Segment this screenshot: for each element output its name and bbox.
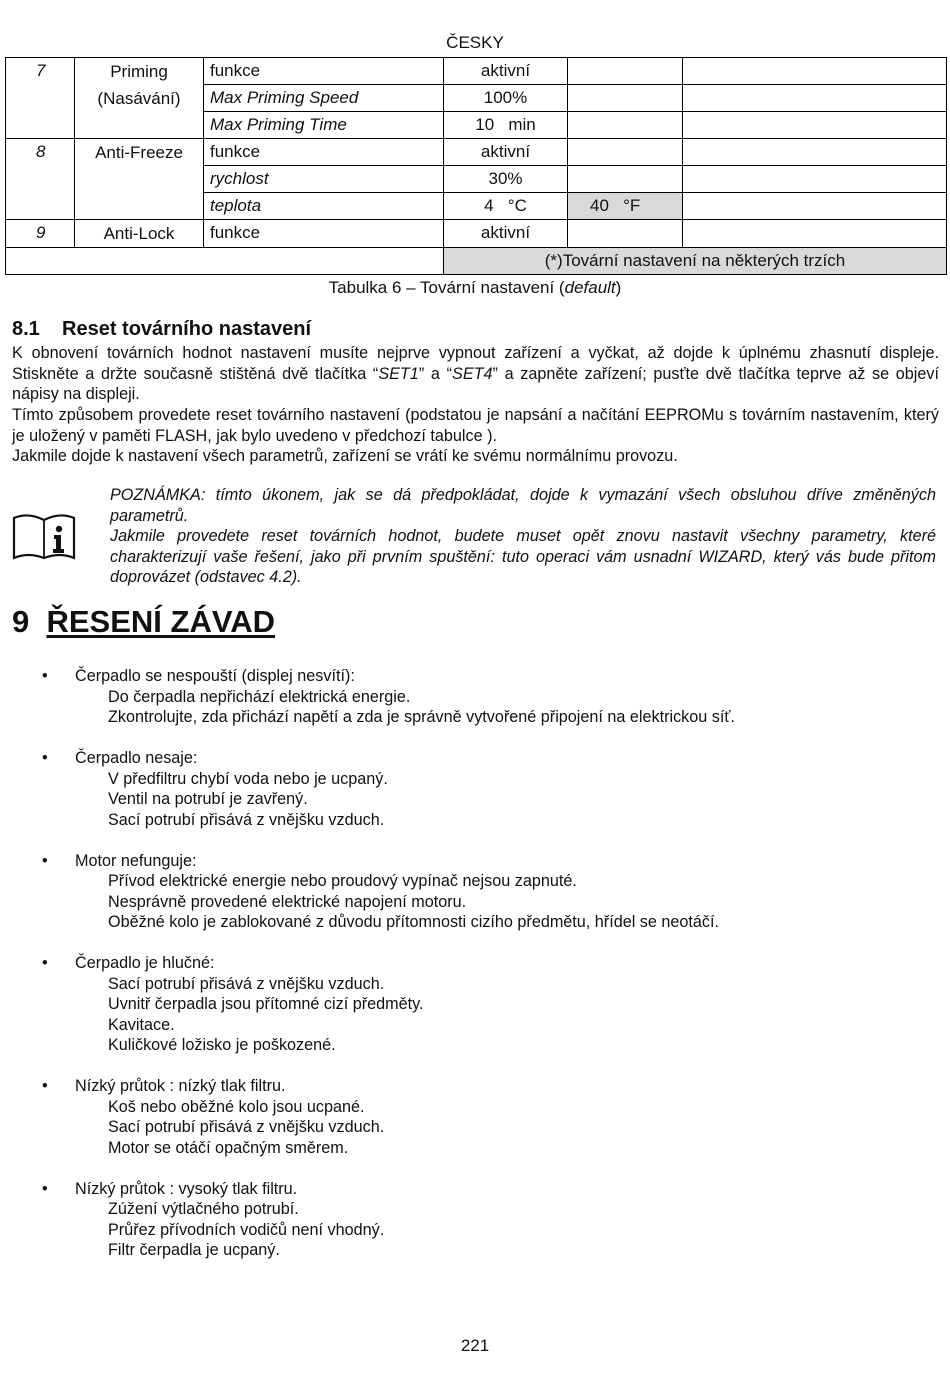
setting-value: 4 °C xyxy=(444,193,568,220)
param-name: Priming (Nasávání) xyxy=(75,58,204,139)
section-paragraph-3: Jakmile dojde k nastavení všech parametrů, zařízení se vrátí ke svému normálnímu provozu. xyxy=(12,447,678,465)
setting-value: aktivní xyxy=(444,220,568,248)
empty-cell xyxy=(683,220,947,248)
table-body xyxy=(6,58,947,275)
table-footnote-row xyxy=(6,248,947,275)
setting-label: funkce xyxy=(204,220,444,248)
bullet-icon: • xyxy=(42,1077,48,1095)
note-line-1: POZNÁMKA: tímto úkonem, jak se dá předpokládat, dojde k vymazání všech obsluhou dříve změněných parametrů. xyxy=(110,486,936,525)
table-row xyxy=(6,220,947,248)
set4-label: SET4 xyxy=(452,364,493,383)
param-number: 9 xyxy=(6,220,75,248)
table-row xyxy=(6,139,947,166)
fault-item xyxy=(0,953,950,1056)
fault-item xyxy=(0,1076,950,1158)
caption-italic: default xyxy=(564,278,616,297)
p1-part-a: K obnovení továrních hodnot nastavení musíte nejprve vypnout zařízení a vyčkat, až dojde k úplnému zhasnutí displeje. Stiskněte a držte současně stištěná dvě tlačítka “ xyxy=(12,344,939,383)
caption-suffix: ) xyxy=(615,278,622,297)
setting-fahrenheit xyxy=(568,58,683,85)
chapter-heading xyxy=(12,604,275,640)
fault-item xyxy=(0,666,950,728)
setting-fahrenheit xyxy=(568,112,683,139)
page-header-language: ČESKY xyxy=(446,33,504,52)
setting-label: funkce xyxy=(204,139,444,166)
bullet-icon: • xyxy=(42,954,48,972)
setting-label: teplota xyxy=(204,193,444,220)
setting-value: aktivní xyxy=(444,58,568,85)
fault-cause: Do čerpadla nepřichází elektrická energie. xyxy=(108,687,411,706)
fault-list xyxy=(0,666,950,1281)
setting-value: aktivní xyxy=(444,139,568,166)
fault-cause: Průřez přívodních vodičů není vhodný. xyxy=(108,1220,385,1239)
info-book-icon xyxy=(12,512,76,562)
fault-cause: Motor se otáčí opačným směrem. xyxy=(108,1138,349,1157)
section-paragraph-1 xyxy=(12,343,939,405)
setting-value: 100% xyxy=(444,85,568,112)
caption-text: Tabulka 6 – Tovární nastavení ( xyxy=(328,278,565,297)
empty-cell xyxy=(6,248,444,275)
param-number: 7 xyxy=(6,58,75,139)
fault-cause: Oběžné kolo je zablokované z důvodu přítomnosti cizího předmětu, hřídel se neotáčí. xyxy=(108,913,719,931)
fault-cause: Nesprávně provedené elektrické napojení motoru. xyxy=(108,892,467,911)
fault-title: Nízký průtok : nízký tlak filtru. xyxy=(75,1077,286,1095)
p1-part-b: ” a “ xyxy=(418,364,453,383)
empty-cell xyxy=(683,112,947,139)
fault-item xyxy=(0,851,950,933)
fault-cause: Kuličkové ložisko je poškozené. xyxy=(108,1036,336,1054)
empty-cell xyxy=(683,166,947,193)
empty-cell xyxy=(683,58,947,85)
chapter-number: 9 xyxy=(12,604,30,639)
fault-item xyxy=(0,748,950,830)
fault-title: Motor nefunguje: xyxy=(75,851,197,870)
fault-cause: Zúžení výtlačného potrubí. xyxy=(108,1200,299,1218)
section-title: 8.1 Reset továrního nastavení xyxy=(12,318,311,340)
fault-cause: Sací potrubí přisává z vnějšku vzduch. xyxy=(108,810,385,829)
fault-cause: Koš nebo oběžné kolo jsou ucpané. xyxy=(108,1097,365,1116)
param-name: Anti-Lock xyxy=(75,220,204,248)
setting-label: Max Priming Time xyxy=(204,112,444,139)
fault-title: Nízký průtok : vysoký tlak filtru. xyxy=(75,1179,298,1198)
bullet-icon: • xyxy=(42,749,48,767)
fault-title: Čerpadlo je hlučné: xyxy=(75,954,215,972)
bullet-icon: • xyxy=(42,851,48,870)
empty-cell xyxy=(683,193,947,220)
setting-value: 10 min xyxy=(444,112,568,139)
fault-item xyxy=(0,1179,950,1261)
bullet-icon: • xyxy=(42,667,48,685)
setting-value: 30% xyxy=(444,166,568,193)
p1-part-c: ” a zapněte zařízení; pusťte dvě tlačítka teprve až se objeví nápisy na displeji. xyxy=(12,364,940,403)
setting-fahrenheit xyxy=(568,85,683,112)
default-settings-table xyxy=(5,57,947,275)
table-row xyxy=(6,58,947,85)
fault-cause: Sací potrubí přisává z vnějšku vzduch. xyxy=(108,1118,385,1136)
setting-fahrenheit xyxy=(568,220,683,248)
table-footnote: (*)Tovární nastavení na některých trzích xyxy=(444,248,947,275)
note-line-2: Jakmile provedete reset továrních hodnot, budete muset opět znovu nastavit všechny parametry, které charakterizují vaše řešení, jako při prvním spuštění: tuto operaci vám usnadní WIZARD, který vás bude přitom doprovázet (odstavec 4.2). xyxy=(110,527,936,586)
set1-label: SET1 xyxy=(378,364,419,383)
fault-cause: Filtr čerpadla je ucpaný. xyxy=(108,1241,280,1259)
chapter-title: ŘESENÍ ZÁVAD xyxy=(46,604,275,639)
bullet-icon: • xyxy=(42,1179,48,1198)
fault-title: Čerpadlo nesaje: xyxy=(75,749,198,767)
setting-label: funkce xyxy=(204,58,444,85)
fault-cause: Ventil na potrubí je zavřený. xyxy=(108,790,308,808)
fault-cause: V předfiltru chybí voda nebo je ucpaný. xyxy=(108,769,388,788)
fault-cause: Uvnitř čerpadla jsou přítomné cizí předměty. xyxy=(108,995,424,1013)
setting-fahrenheit xyxy=(568,166,683,193)
fault-cause: Přívod elektrické energie nebo proudový vypínač nejsou zapnuté. xyxy=(108,872,577,890)
section-paragraph-2: Tímto způsobem provedete reset továrního nastavení (podstatou je napsání a načítání EEPROMu s továrním nastavením, který je uložený v paměti FLASH, jak bylo uvedeno v předchozí tabulce ). xyxy=(12,406,939,445)
setting-fahrenheit xyxy=(568,139,683,166)
empty-cell xyxy=(683,85,947,112)
param-number: 8 xyxy=(6,139,75,220)
setting-fahrenheit: 40 °F xyxy=(568,193,683,220)
empty-cell xyxy=(683,139,947,166)
fault-cause: Sací potrubí přisává z vnějšku vzduch. xyxy=(108,974,385,993)
fault-cause: Kavitace. xyxy=(108,1015,175,1034)
table-caption xyxy=(0,278,950,298)
fault-title: Čerpadlo se nespouští (displej nesvítí): xyxy=(75,667,355,685)
setting-label: rychlost xyxy=(204,166,444,193)
fault-cause: Zkontrolujte, zda přichází napětí a zda je správně vytvořené připojení na elektrickou síť. xyxy=(108,708,735,726)
setting-label: Max Priming Speed xyxy=(204,85,444,112)
param-name: Anti-Freeze xyxy=(75,139,204,220)
note-text xyxy=(110,485,936,588)
page-number: 221 xyxy=(460,1336,490,1355)
